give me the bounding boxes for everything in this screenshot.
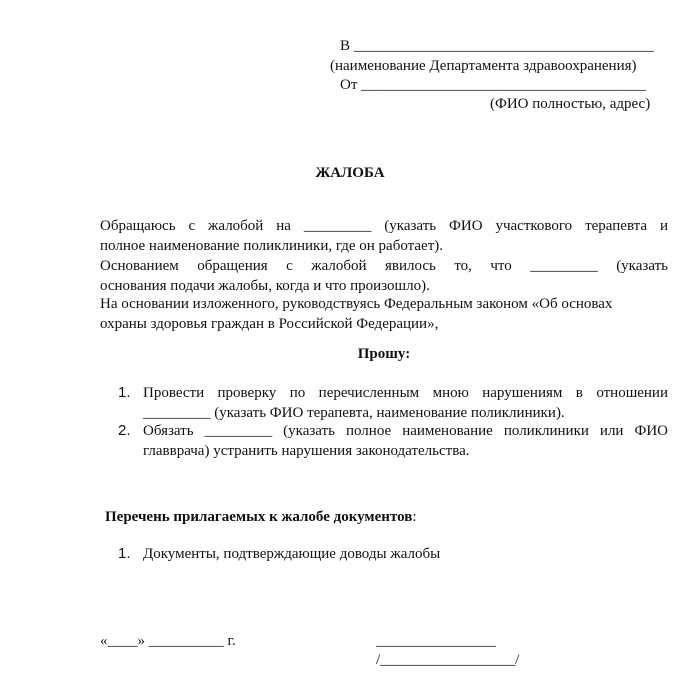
intro-p3-row1: На основании изложенного, руководствуясь Федеральным законом «Об основах	[100, 296, 613, 312]
intro-p3-row2: охраны здоровья граждан в Российской Федерации»,	[100, 316, 439, 332]
attachments-heading-colon: :	[412, 509, 417, 525]
intro-p2-row2: основания подачи жалобы, когда и что произошло).	[100, 278, 430, 294]
request-heading: Прошу:	[357, 346, 411, 362]
attachment-item-number: 1.	[118, 545, 131, 562]
intro-p1-row2: полное наименование поликлиники, где он работает).	[100, 238, 444, 254]
attachments-heading	[105, 509, 417, 526]
request-item-row1: Обязать _________ (указать полное наименование поликлиники или ФИО	[143, 423, 668, 439]
signature-line: ________________	[376, 633, 496, 649]
name-line: /__________________/	[376, 652, 520, 668]
intro-paragraph-1	[100, 216, 668, 256]
intro-paragraph-3	[100, 294, 668, 334]
document-title: ЖАЛОБА	[315, 165, 385, 181]
request-item-row2: главврача) устранить нарушения законодательства.	[143, 443, 470, 459]
request-item-row2: _________ (указать ФИО терапевта, наименование поликлиники).	[143, 405, 565, 421]
request-item-number: 1.	[118, 384, 131, 401]
date-field: «____» __________ г.	[100, 633, 236, 649]
attachments-heading-text: Перечень прилагаемых к жалобе документов	[105, 509, 413, 525]
intro-paragraph-2	[100, 256, 668, 296]
intro-p2-row1: Основанием обращения с жалобой явилось то, что _________ (указать	[100, 258, 668, 274]
from-caption: (ФИО полностью, адрес)	[490, 96, 651, 112]
request-item-row1: Провести проверку по перечисленным мною нарушениям в отношении	[143, 385, 668, 401]
from-line: От ______________________________________	[340, 77, 647, 93]
request-item-number: 2.	[118, 422, 131, 439]
intro-p1-row1: Обращаюсь с жалобой на _________ (указать ФИО участкового терапевта и	[100, 218, 668, 234]
attachment-item-text: Документы, подтверждающие доводы жалобы	[143, 546, 441, 562]
to-line: В ________________________________________	[340, 38, 654, 54]
to-caption: (наименование Департамента здравоохранения)	[330, 58, 637, 74]
